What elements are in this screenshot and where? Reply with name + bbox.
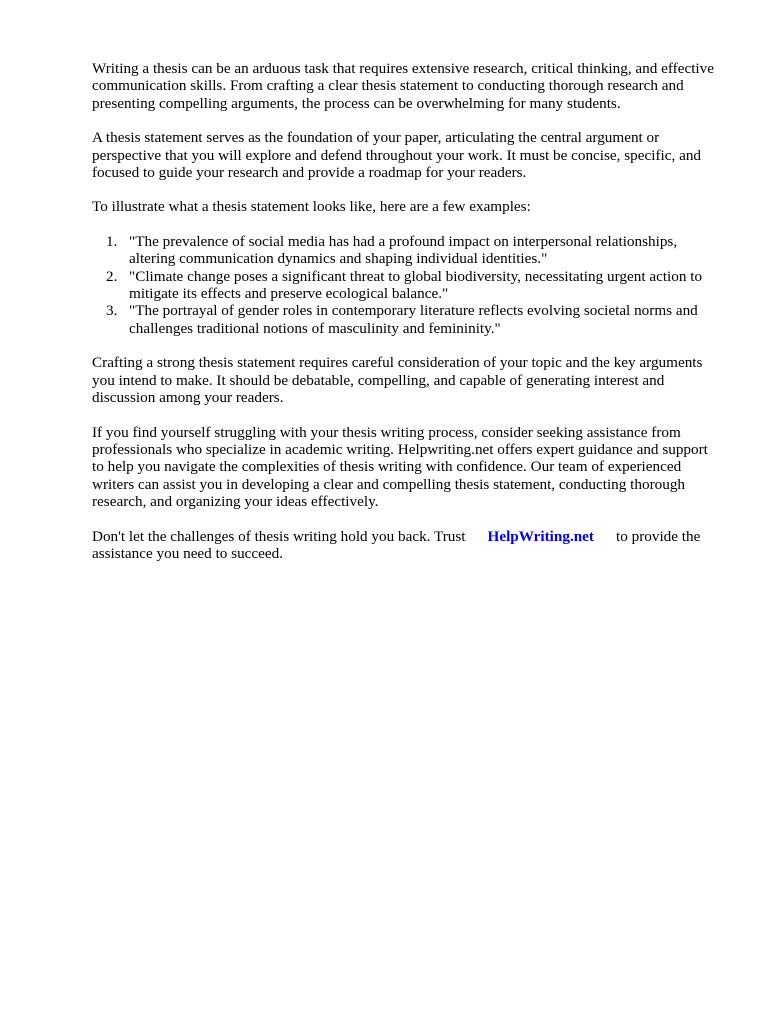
closing-text-before: Don't let the challenges of thesis writing hold you back. Trust	[92, 527, 466, 545]
list-item-text: "The prevalence of social media has had a profound impact on interpersonal relationships, altering communication dynamics and shaping individual identities."	[129, 232, 678, 268]
examples-intro-paragraph: To illustrate what a thesis statement looks like, here are a few examples:	[92, 198, 531, 216]
assistance-paragraph: If you find yourself struggling with your thesis writing process, consider seeking assistance from professionals who specialize in academic writing. Helpwriting.net offers expert guidance and support to help you navigate the complexities of thesis writing with confidence. Our team of experienced writers can assist you in developing a clear and compelling thesis statement, conducting thorough research, and organizing your ideas effectively.	[92, 423, 708, 511]
document-page	[92, 60, 722, 579]
list-item-number: 2.	[106, 267, 118, 285]
helpwriting-link[interactable]: HelpWriting.net	[487, 527, 594, 545]
intro-paragraph: Writing a thesis can be an arduous task that requires extensive research, critical thinking, and effective communication skills. From crafting a clear thesis statement to conducting thorough research and presenting compelling arguments, the process can be overwhelming for many students.	[92, 60, 714, 112]
list-item	[92, 302, 722, 337]
list-item-number: 1.	[106, 232, 118, 250]
examples-list	[92, 233, 722, 337]
list-item-text: "Climate change poses a significant threat to global biodiversity, necessitating urgent action to mitigate its effects and preserve ecological balance."	[129, 267, 703, 303]
list-item	[92, 233, 722, 268]
closing-paragraph	[92, 528, 722, 563]
crafting-paragraph: Crafting a strong thesis statement requires careful consideration of your topic and the key arguments you intend to make. It should be debatable, compelling, and capable of generating interest and discussion among your readers.	[92, 354, 703, 407]
list-item-text: "The portrayal of gender roles in contemporary literature reflects evolving societal norms and challenges traditional notions of masculinity and femininity."	[129, 302, 698, 337]
list-item	[92, 268, 722, 303]
thesis-definition-paragraph: A thesis statement serves as the foundation of your paper, articulating the central argument or perspective that you will explore and defend throughout your work. It must be concise, specific, and focused to guide your research and provide a roadmap for your readers.	[92, 129, 702, 182]
list-item-number: 3.	[106, 302, 118, 320]
closing-text-after: to provide the assistance you need to succeed.	[92, 527, 701, 562]
